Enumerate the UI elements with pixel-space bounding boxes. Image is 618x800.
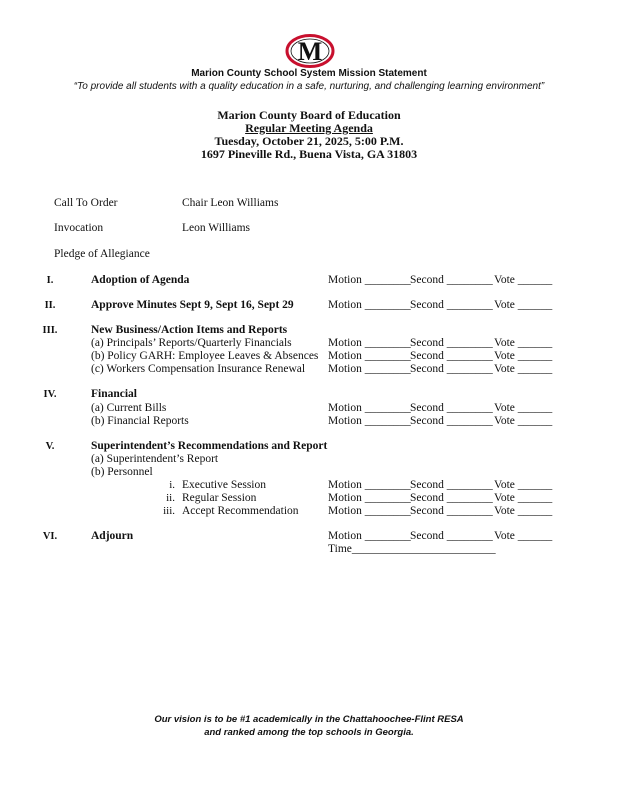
board-name: Marion County Board of Education <box>217 108 401 122</box>
motion-blank: Motion ________ <box>328 505 411 517</box>
vote-blank: Vote ______ <box>494 505 553 517</box>
motion-blank: Motion ________ <box>328 274 411 286</box>
second-blank: Second ________ <box>410 479 493 491</box>
second-blank: Second ________ <box>410 402 493 414</box>
invocation-value: Leon Williams <box>182 222 250 234</box>
vote-blank: Vote ______ <box>494 274 553 286</box>
section-title-new-business: New Business/Action Items and Reports <box>91 324 288 336</box>
agenda-title: Regular Meeting Agenda <box>245 121 373 135</box>
motion-blank: Motion ________ <box>328 492 411 504</box>
section-number: I. <box>46 275 54 286</box>
invocation-label: Invocation <box>54 222 104 234</box>
motion-blank: Motion ________ <box>328 363 411 375</box>
second-blank: Second ________ <box>410 337 493 349</box>
section-title-financial: Financial <box>91 388 138 400</box>
agenda-item: (b) Personnel <box>91 466 153 478</box>
second-blank: Second ________ <box>410 492 493 504</box>
agenda-item: (a) Current Bills <box>91 402 167 414</box>
section-number: VI. <box>42 531 58 542</box>
agenda-item: (b) Financial Reports <box>91 415 189 427</box>
second-blank: Second ________ <box>410 363 493 375</box>
meeting-date-time: Tuesday, October 21, 2025, 5:00 P.M. <box>214 134 404 148</box>
call-to-order-value: Chair Leon Williams <box>182 197 279 209</box>
second-blank: Second ________ <box>410 350 493 362</box>
motion-blank: Motion ________ <box>328 402 411 414</box>
vote-blank: Vote ______ <box>494 479 553 491</box>
vote-blank: Vote ______ <box>494 415 553 427</box>
subitem-label: Accept Recommendation <box>182 505 299 517</box>
vision-statement-line2: and ranked among the top schools in Georgia. <box>204 727 414 738</box>
vote-blank: Vote ______ <box>494 530 553 542</box>
section-number: II. <box>44 300 56 311</box>
vote-blank: Vote ______ <box>494 350 553 362</box>
vote-blank: Vote ______ <box>494 337 553 349</box>
mission-title: Marion County School System Mission Statement <box>191 68 427 79</box>
second-blank: Second ________ <box>410 505 493 517</box>
second-blank: Second ________ <box>410 530 493 542</box>
time-blank: Time_________________________ <box>328 543 496 555</box>
section-number: III. <box>42 325 58 336</box>
call-to-order-label: Call To Order <box>54 197 118 209</box>
motion-blank: Motion ________ <box>328 530 411 542</box>
subitem-label: Executive Session <box>182 479 266 491</box>
subitem-number: ii. <box>166 492 175 504</box>
section-title-adoption: Adoption of Agenda <box>91 274 190 286</box>
motion-blank: Motion ________ <box>328 479 411 491</box>
subitem-number: i. <box>169 479 175 491</box>
vote-blank: Vote ______ <box>494 299 553 311</box>
vote-blank: Vote ______ <box>494 402 553 414</box>
second-blank: Second ________ <box>410 415 493 427</box>
school-logo <box>285 34 335 68</box>
logo-letter: M <box>297 37 323 66</box>
section-title-minutes: Approve Minutes Sept 9, Sept 16, Sept 29 <box>91 299 294 311</box>
section-title-adjourn: Adjourn <box>91 530 134 542</box>
subitem-label: Regular Session <box>182 492 257 504</box>
agenda-item: (a) Superintendent’s Report <box>91 453 219 465</box>
agenda-item: (b) Policy GARH: Employee Leaves & Absences <box>91 350 319 362</box>
motion-blank: Motion ________ <box>328 350 411 362</box>
vote-blank: Vote ______ <box>494 492 553 504</box>
mission-statement: “To provide all students with a quality education in a safe, nurturing, and challenging learning environment” <box>73 81 545 92</box>
agenda-item: (a) Principals’ Reports/Quarterly Financials <box>91 337 292 349</box>
vision-statement-line1: Our vision is to be #1 academically in the Chattahoochee-Flint RESA <box>154 714 464 725</box>
motion-blank: Motion ________ <box>328 299 411 311</box>
section-title-superintendent: Superintendent’s Recommendations and Report <box>91 440 328 452</box>
section-number: V. <box>45 441 55 452</box>
agenda-item: (c) Workers Compensation Insurance Renewal <box>91 363 306 375</box>
section-number: IV. <box>43 389 57 400</box>
second-blank: Second ________ <box>410 274 493 286</box>
pledge-label: Pledge of Allegiance <box>54 248 150 260</box>
motion-blank: Motion ________ <box>328 415 411 427</box>
second-blank: Second ________ <box>410 299 493 311</box>
vote-blank: Vote ______ <box>494 363 553 375</box>
meeting-address: 1697 Pineville Rd., Buena Vista, GA 31803 <box>200 147 418 161</box>
motion-blank: Motion ________ <box>328 337 411 349</box>
subitem-number: iii. <box>163 505 175 517</box>
